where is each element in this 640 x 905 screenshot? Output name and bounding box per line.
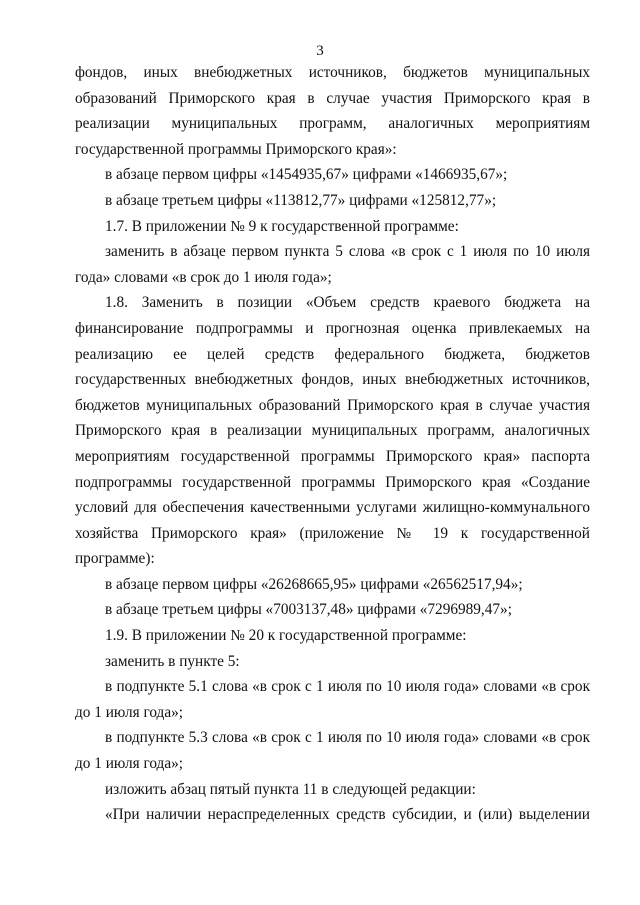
paragraph-subpoint-5-1: в подпункте 5.1 слова «в срок с 1 июля по 10 июля года» словами «в срок до 1 июля года»; — [75, 678, 590, 721]
paragraph-item-1-9: 1.9. В приложении № 20 к государственной программе: — [105, 627, 467, 645]
paragraph-amend-third-2: в абзаце третьем цифры «7003137,48» цифрами «7296989,47»; — [105, 601, 512, 619]
paragraph-amend-third: в абзаце третьем цифры «113812,77» цифрами «125812,77»; — [105, 191, 497, 209]
document-body — [75, 60, 590, 828]
paragraph-continuation: фондов, иных внебюджетных источников, бюджетов муниципальных образований Приморского края в случае участия Приморского края в реализации муниципальных программ, аналогичных мероприятиям государственной программы Приморского края»: — [75, 64, 590, 158]
paragraph-item-1-8: 1.8. Заменить в позиции «Объем средств краевого бюджета на финансирование подпрограммы и прогнозная оценка привлекаемых на реализацию ее целей средств федерального бюджета, бюджетов государственных внебюджетных фондов, иных внебюджетных источников, бюджетов муниципальных образований Приморского края в случае участия Приморского края в реализации муниципальных программ, аналогичных мероприятиям государственной программы Приморского края» паспорта подпрограммы государственной программы Приморского края «Создание условий для обеспечения качественными услугами жилищно-коммунального хозяйства Приморского края» (приложение № 19 к государственной программе): — [75, 294, 590, 568]
paragraph-restate-point-11: изложить абзац пятый пункта 11 в следующей редакции: — [105, 780, 476, 798]
paragraph-quote-start: «При наличии нераспределенных средств субсидии, и (или) выделении — [105, 806, 590, 824]
paragraph-item-1-7: 1.7. В приложении № 9 к государственной программе: — [105, 217, 459, 235]
paragraph-subpoint-5-3: в подпункте 5.3 слова «в срок с 1 июля по 10 июля года» словами «в срок до 1 июля года»; — [75, 729, 590, 773]
paragraph-replace-point-5: заменить в пункте 5: — [105, 652, 240, 670]
paragraph-amend-first: в абзаце первом цифры «1454935,67» цифрами «1466935,67»; — [105, 166, 508, 184]
page-number: 3 — [316, 43, 324, 59]
paragraph-replace-deadline: заменить в абзаце первом пункта 5 слова «в срок с 1 июля по 10 июля года» словами «в срок до 1 июля года»; — [75, 243, 590, 286]
paragraph-amend-first-2: в абзаце первом цифры «26268665,95» цифрами «26562517,94»; — [105, 575, 523, 593]
